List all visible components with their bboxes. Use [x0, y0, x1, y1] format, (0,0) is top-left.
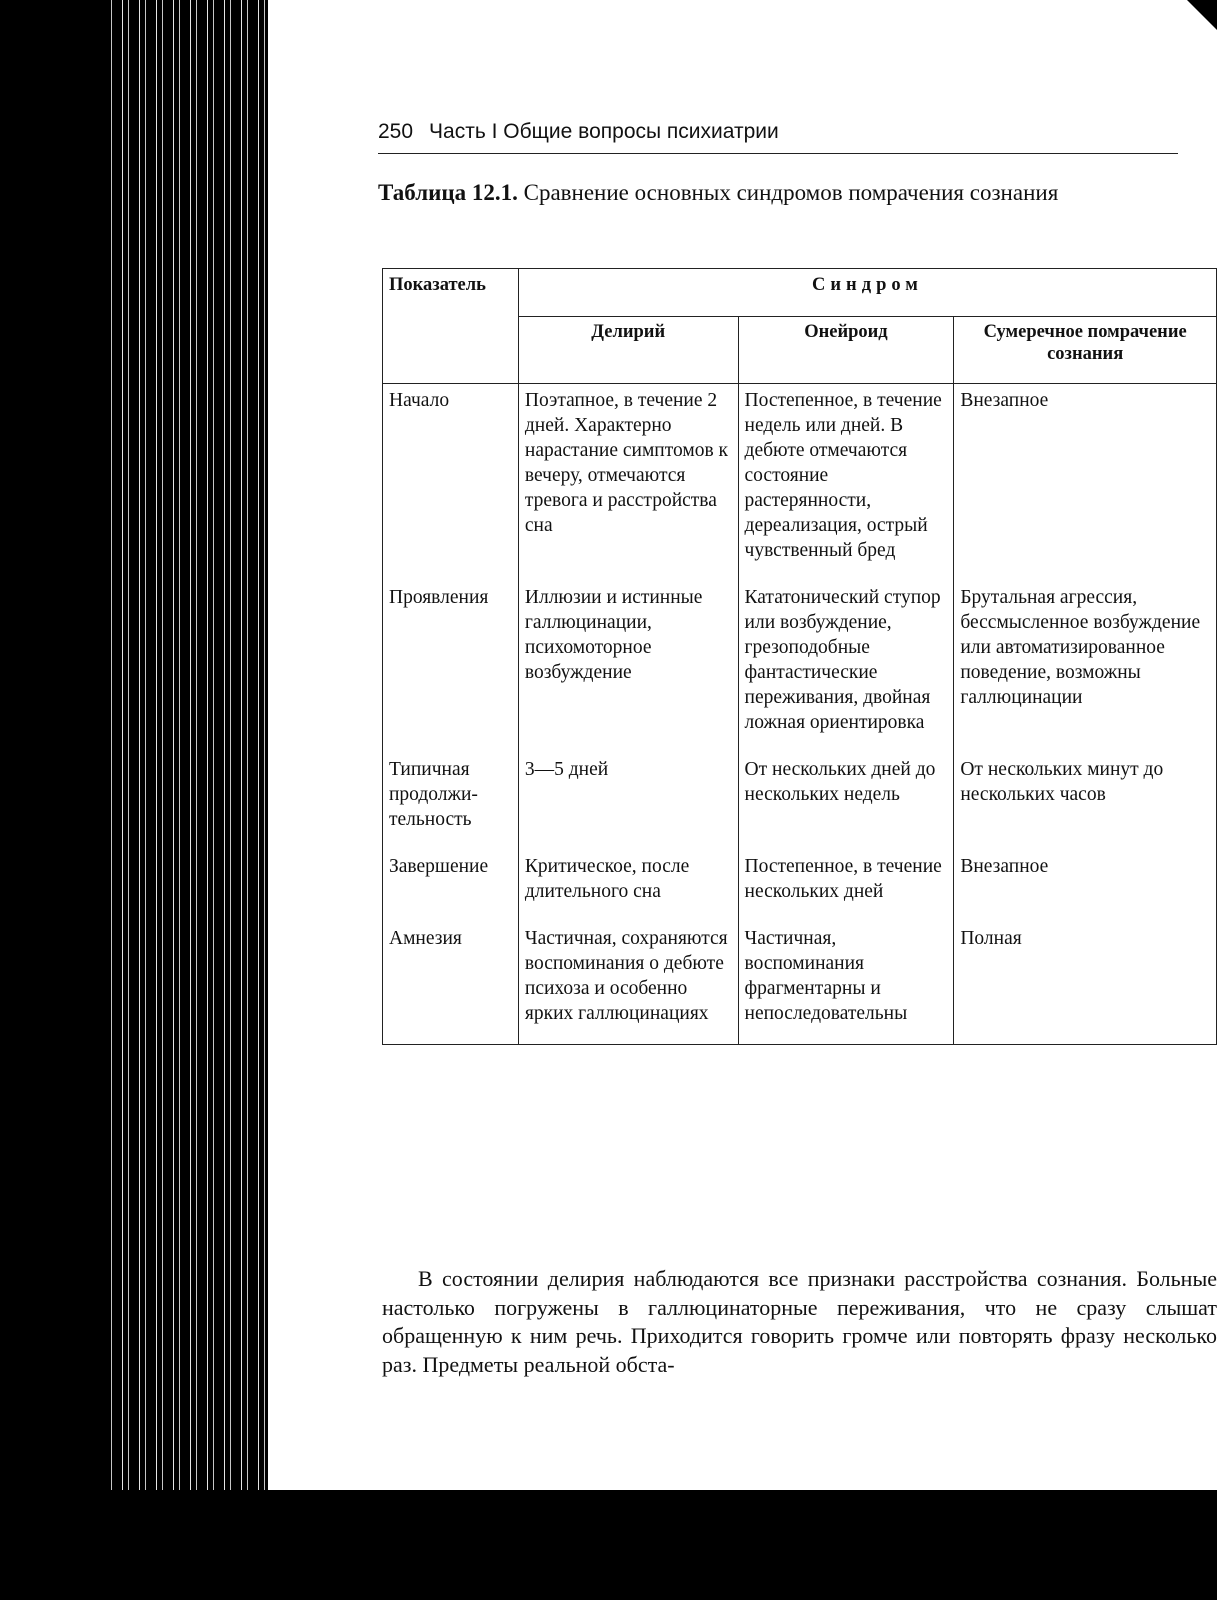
table-cell: Внезапное [954, 384, 1217, 582]
row-indicator: Начало [383, 384, 519, 582]
table-cell: Полная [954, 922, 1217, 1045]
table-caption-text: Сравнение основных синдромов помрачения сознания [523, 180, 1059, 205]
table-cell: Иллюзии и истинные галлюцинации, психомоторное возбуждение [518, 581, 738, 753]
table-cell: Внезапное [954, 850, 1217, 922]
table-row [383, 922, 1217, 1045]
page-number: 250 [378, 120, 414, 143]
table-caption-label: Таблица 12.1. [378, 180, 518, 205]
table-row [383, 581, 1217, 753]
row-indicator: Типичная продолжи-тельность [383, 753, 519, 850]
corner-mark-icon [1187, 0, 1217, 30]
table-cell: Критическое, после длительного сна [518, 850, 738, 922]
header-rule [378, 153, 1178, 154]
header-syndrome: Синдром [518, 269, 1216, 317]
table-cell: Постепенное, в течение нескольких дней [738, 850, 954, 922]
row-indicator: Проявления [383, 581, 519, 753]
header-oneiroid: Онейроид [738, 317, 954, 384]
table-cell: Брутальная агрессия, бессмысленное возбуждение или автоматизированное поведение, возможны галлюцинации [954, 581, 1217, 753]
scan-shadow-bottom [0, 1490, 1217, 1600]
table-row [383, 384, 1217, 582]
table-caption [378, 180, 1208, 206]
table-cell: 3—5 дней [518, 753, 738, 850]
table-cell: Частичная, воспоминания фрагментарны и непоследовательны [738, 922, 954, 1045]
header-indicator: Показатель [383, 269, 519, 384]
running-header [378, 120, 1198, 144]
table-row [383, 850, 1217, 922]
table-cell: Постепенное, в течение недель или дней. В дебюте отмечаются состояние растерянности, дереализация, острый чувственный бред [738, 384, 954, 582]
row-indicator: Амнезия [383, 922, 519, 1045]
header-delirium: Делирий [518, 317, 738, 384]
book-page [268, 0, 1217, 1490]
running-title: Часть I Общие вопросы психиатрии [429, 120, 779, 143]
table-cell: От нескольких дней до нескольких недель [738, 753, 954, 850]
scan-shadow-left [0, 0, 110, 1600]
table-cell: Поэтапное, в течение 2 дней. Характерно нарастание симптомов к вечеру, отмечаются тревога и расстройства сна [518, 384, 738, 582]
table-cell: От нескольких минут до нескольких часов [954, 753, 1217, 850]
table-cell: Кататонический ступор или возбуждение, грезоподобные фантастические переживания, двойная ложная ориентировка [738, 581, 954, 753]
body-paragraph: В состоянии делирия наблюдаются все признаки расстройства сознания. Больные настолько погружены в галлюцинаторные переживания, что не сразу слышат обращенную к ним речь. Приходится говорить громче или повторять фразу несколько раз. Предметы реальной обста- [382, 1266, 1217, 1377]
comparison-table [382, 268, 1217, 1045]
row-indicator: Завершение [383, 850, 519, 922]
table-row [383, 753, 1217, 850]
header-twilight: Сумеречное помрачение сознания [954, 317, 1217, 384]
table-cell: Частичная, сохраняются воспоминания о дебюте психоза и особенно ярких галлюцинациях [518, 922, 738, 1045]
